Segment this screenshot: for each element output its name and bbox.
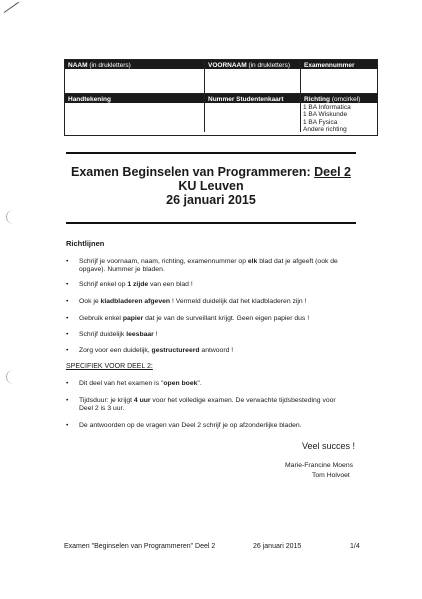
richting-option[interactable]: 1 BA Wiskunde (303, 111, 348, 119)
bullet-icon: • (66, 331, 69, 338)
bullet-icon: • (66, 315, 69, 322)
handtekening-field[interactable] (65, 103, 205, 132)
richting-option[interactable]: Andere richting (303, 126, 347, 134)
scan-corner-mark (4, 2, 19, 13)
naam-field[interactable] (65, 69, 205, 93)
page-number: 1/4 (350, 543, 360, 550)
richting-option[interactable]: 1 BA Fysica (303, 118, 338, 126)
richting-header: Richting (omcirkel) (301, 94, 377, 103)
punch-hole-mark (6, 210, 21, 224)
divider-bottom (66, 222, 356, 224)
divider-top (66, 152, 356, 154)
bullet-icon: • (66, 380, 69, 387)
richting-options (301, 103, 377, 135)
form-header-row (65, 94, 377, 103)
voornaam-header: VOORNAAM (in drukletters) (205, 60, 301, 69)
punch-hole-mark (6, 370, 21, 384)
footer-date: 26 januari 2015 (253, 543, 302, 550)
bullet-icon: • (66, 347, 69, 354)
bullet-icon: • (66, 422, 69, 429)
closing-wish: Veel succes ! (302, 441, 356, 451)
footer-course: Examen "Beginselen van Programmeren" Deel 2 (64, 543, 216, 550)
studentenkaart-header: Nummer Studentenkaart (205, 94, 301, 103)
handtekening-header: Handtekening (65, 94, 205, 103)
exam-title: Examen Beginselen van Programmeren: Deel 2 (71, 165, 351, 179)
form-entry-row (65, 103, 377, 135)
studentenkaart-field[interactable] (205, 103, 301, 132)
specifiek-heading: SPECIFIEK VOOR DEEL 2: (66, 363, 153, 370)
author-name: Tom Holvoet (312, 472, 350, 479)
richting-option[interactable]: 1 BA Informatica (303, 104, 351, 111)
examennummer-field[interactable] (301, 69, 377, 93)
university-name: KU Leuven (178, 179, 244, 193)
examennummer-header: Examennummer (301, 60, 377, 69)
student-info-form (64, 59, 378, 136)
bullet-icon: • (66, 258, 69, 265)
exam-date: 26 januari 2015 (166, 193, 256, 207)
richtlijnen-heading: Richtlijnen (66, 239, 105, 248)
bullet-icon: • (66, 298, 69, 305)
naam-header: NAAM (in drukletters) (65, 60, 205, 69)
author-name: Marie-Francine Moens (285, 462, 353, 469)
form-header-row (65, 60, 377, 69)
bullet-icon: • (66, 397, 69, 404)
voornaam-field[interactable] (205, 69, 301, 93)
form-entry-row (65, 69, 377, 94)
bullet-icon: • (66, 281, 69, 288)
